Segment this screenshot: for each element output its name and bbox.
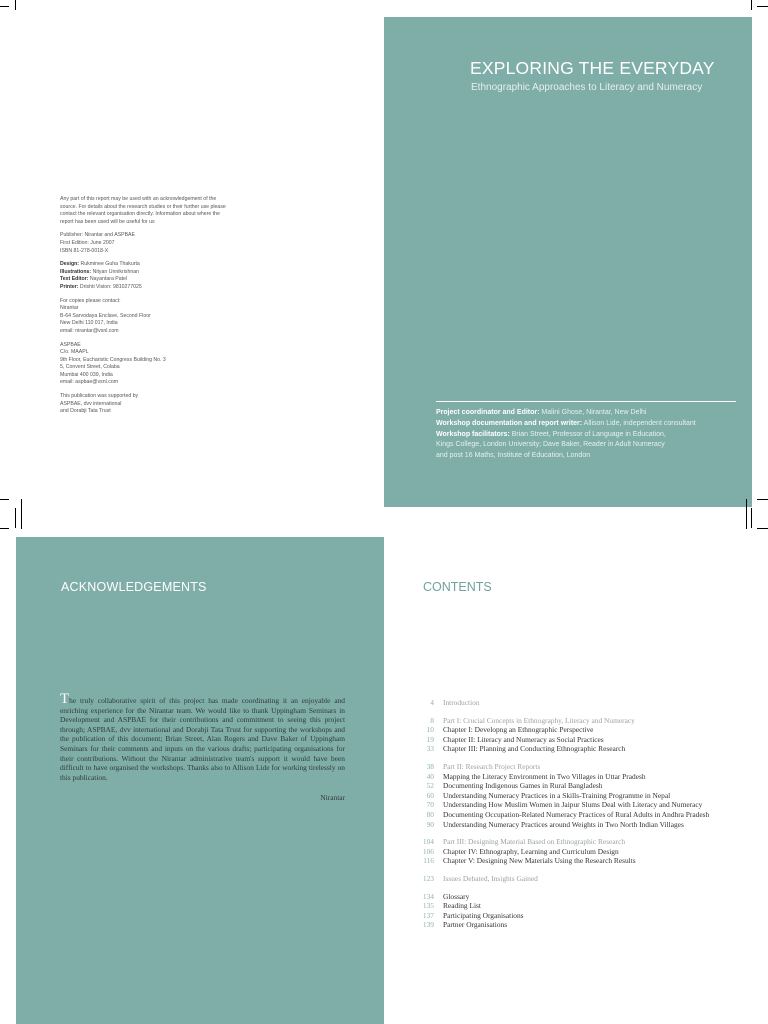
acknowledgements-signature: Nirantar [320,793,345,802]
toc-group [400,874,710,884]
cover-divider [436,401,736,402]
toc-page-number: 8 [430,715,434,725]
toc-page-number: 52 [426,781,434,791]
toc-page-number: 38 [426,761,434,771]
support-note: This publication was supported by ASPBAE, dvv international and Dorabji Tata Trust [60,393,139,415]
toc-title: Part I: Crucial Concepts in Ethnography, Literacy and Numeracy [443,715,635,725]
toc-entry[interactable] [400,901,710,911]
imprint-block [60,196,230,422]
toc-title: Part III: Designing Material Based on Ethnographic Research [443,837,626,847]
crop-mark [15,508,16,528]
toc-page-number: 4 [430,698,434,707]
toc-title: Issues Debated, Insights Gained [443,873,538,883]
toc-page-number: 104 [422,837,434,847]
toc-entry[interactable] [400,762,710,772]
nirantar-contact: For copies please contact: Nirantar B-64 Sarvodaya Enclave, Second Floor New Delhi 110 017, India email: nirantar@vsnl.com [60,297,151,334]
publisher-info: Publisher: Nirantar and ASPBAE First Edition: June 2007 ISBN 81-278-0018-X [60,232,135,254]
toc-page-number: 134 [422,891,434,901]
toc-entry[interactable] [400,911,710,921]
crop-mark [0,6,9,7]
cover-title: EXPLORING THE EVERYDAY [470,58,715,78]
toc-entry[interactable] [400,744,710,754]
toc-page-number: 80 [426,809,434,819]
toc-page-number: 116 [423,856,434,866]
toc-title: Introduction [443,698,480,707]
toc-title: Mapping the Literacy Environment in Two Villages in Uttar Pradesh [443,771,646,781]
toc-page-number: 10 [426,725,434,735]
table-of-contents [400,698,710,938]
toc-title: Reading List [443,901,481,911]
toc-entry[interactable] [400,892,710,902]
toc-group [400,837,710,866]
toc-title: Understanding Numeracy Practices around Weights in Two North Indian Villages [443,819,684,829]
crop-mark [0,499,9,500]
toc-title: Chapter V: Designing New Materials Using the Research Results [443,856,636,866]
toc-entry[interactable] [400,856,710,866]
toc-group [400,762,710,829]
toc-entry[interactable] [400,772,710,782]
staff-credits: Design: Rukminee Guha Thakurta Illustrations: Nityan Unnikrishnan Text Editor: Nayantara Patel Printer: Drishti Vision: 9810277025 [60,261,142,290]
toc-page-number: 60 [426,790,434,800]
cover-credits: Project coordinator and Editor: Malini Ghose, Nirantar, New Delhi Workshop documentation and report writer: Allison Lide, independent consultant Workshop facilitators: Brian Street, Professor of Language in Education, Kings College, London University; Dave Baker, Reader in Adult Numeracy and post 16 Maths, Institute of Education, London [436,409,696,460]
toc-title: Chapter III: Planning and Conducting Ethnographic Research [443,744,626,754]
toc-title: Glossary [443,891,470,901]
toc-title: Chapter II: Literacy and Numeracy as Social Practices [443,734,604,744]
toc-entry[interactable] [400,874,710,884]
toc-entry[interactable] [400,837,710,847]
toc-entry[interactable] [400,716,710,726]
acknowledgements-text: The truly collaborative spirit of this project has made coordinating it an enjoyable and enriching experience for the Nirantar team. We would like to thank Uppingham Seminars in Development and ASPBAE for their contributions and commitment to seeing this project through; ASPBAE, dvv international and Dorabji Tata Trust for supporting the workshops and the publication of this document; Brian Street, Alan Rogers and Dave Baker of Uppingham Seminars for their comments and inputs on the various drafts; participating organisations for their contributions. Without the Nirantar administrative team's support it would have been difficult to have organised the workshops. Thanks also to Allison Lide for working tirelessly on this publication. [60,691,345,782]
toc-page-number: 40 [426,771,434,781]
toc-page-number: 123 [422,873,434,883]
contents-heading: CONTENTS [423,580,492,594]
toc-title: Documenting Indigenous Games in Rural Bangladesh [443,781,603,791]
crop-mark [751,508,752,528]
toc-entry[interactable] [400,781,710,791]
usage-notice: Any part of this report may be used with an acknowledgement of the source. For details about the research studies or their further use please contact the relevant organisation directly. Information about where the report has been used will be useful for us [60,196,226,225]
crop-mark [757,499,768,500]
toc-title: Partner Organisations [443,920,508,930]
toc-page-number: 19 [426,734,434,744]
toc-entry[interactable] [400,920,710,930]
toc-page-number: 139 [422,920,434,930]
dropcap: T [60,691,70,707]
acknowledgements-heading: ACKNOWLEDGEMENTS [61,580,207,594]
cover-panel [384,17,752,507]
toc-title: Documenting Occupation-Related Numeracy Practices of Rural Adults in Andhra Pradesh [443,809,710,819]
toc-page-number: 106 [422,846,434,856]
crop-mark [15,0,16,10]
toc-group [400,892,710,930]
cover-subtitle: Ethnographic Approaches to Literacy and Numeracy [471,82,703,93]
toc-page-number: 137 [422,910,434,920]
toc-title: Chapter IV: Ethnography, Learning and Curriculum Design [443,846,619,856]
toc-title: Understanding Numeracy Practices in a Skills-Training Programme in Nepal [443,790,671,800]
toc-page-number: 135 [422,901,434,911]
toc-entry[interactable] [400,735,710,745]
toc-page-number: 33 [426,744,434,754]
crop-mark [751,0,752,10]
toc-entry[interactable] [400,698,710,708]
crop-mark [757,6,768,7]
toc-title: Participating Organisations [443,910,524,920]
toc-page-number: 70 [426,800,434,810]
crop-mark [21,499,22,529]
toc-title: Chapter I: Developng an Ethnographic Perspective [443,725,594,735]
toc-page-number: 90 [426,819,434,829]
crop-mark [0,528,9,529]
toc-entry[interactable] [400,725,710,735]
toc-entry[interactable] [400,810,710,820]
toc-entry[interactable] [400,791,710,801]
toc-entry[interactable] [400,800,710,810]
acknowledgements-panel [16,537,384,1024]
toc-entry[interactable] [400,847,710,857]
toc-entry[interactable] [400,820,710,830]
aspbae-contact: ASPBAE C/o. MAAPL 9th Floor, Eucharistic Congress Building No. 3 5, Convent Street, Colaba Mumbai 400 039, India email: aspbae@vsnl.com [60,341,166,386]
crop-mark [746,499,747,529]
toc-group [400,716,710,754]
toc-title: Understanding How Muslim Women in Jaipur Slums Deal with Literacy and Numeracy [443,800,703,810]
toc-title: Part II: Research Project Reports [443,761,541,771]
toc-group [400,698,710,708]
crop-mark [757,528,768,529]
